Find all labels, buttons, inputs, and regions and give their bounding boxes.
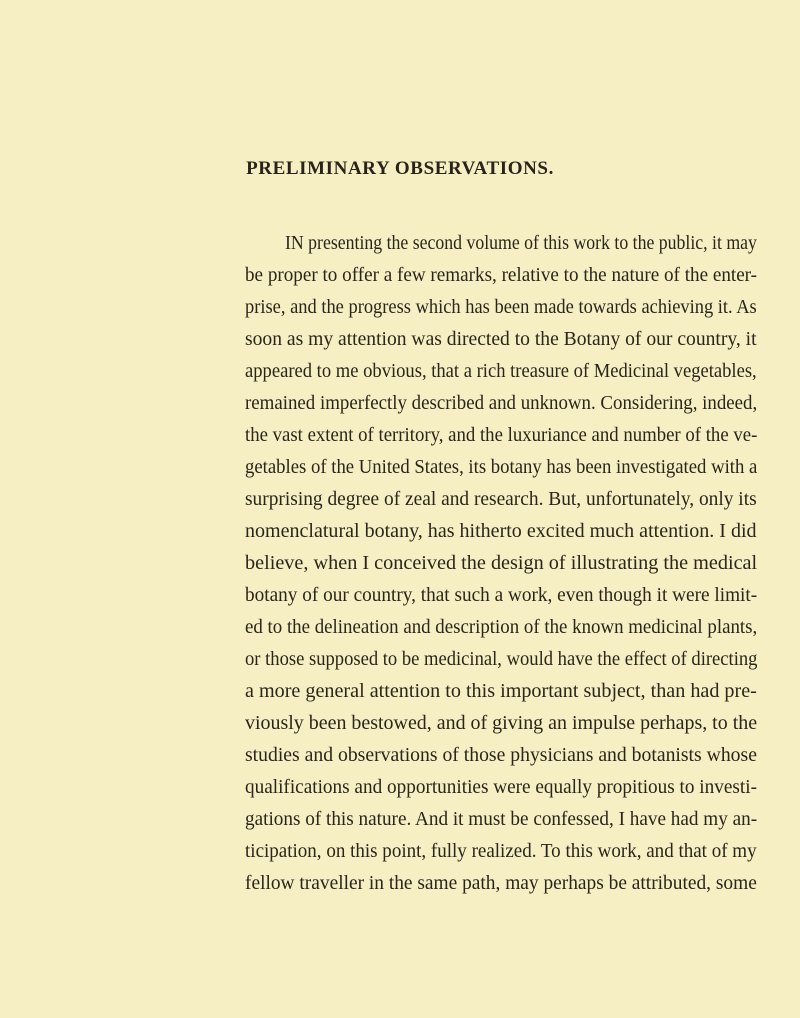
text-line: prise, and the progress which has been made towards achieving it. As <box>245 296 757 318</box>
text-line: soon as my attention was directed to the Botany of our country, it <box>245 328 757 350</box>
text-line: surprising degree of zeal and research. But, unfortunately, only its <box>245 488 757 510</box>
text-line: nomenclatural botany, has hitherto excited much attention. I did <box>245 520 757 542</box>
text-line: getables of the United States, its botany has been investigated with a <box>245 456 758 478</box>
text-line: a more general attention to this important subject, than had pre- <box>245 680 757 702</box>
page-heading: PRELIMINARY OBSERVATIONS. <box>246 158 554 179</box>
text-line: viously been bestowed, and of giving an impulse perhaps, to the <box>245 712 758 734</box>
text-line: IN presenting the second volume of this work to the public, it may <box>285 232 757 254</box>
text-line: ticipation, on this point, fully realized. To this work, and that of my <box>245 840 757 862</box>
text-line: studies and observations of those physicians and botanists whose <box>245 744 757 766</box>
text-line-last: fellow traveller in the same path, may perhaps be attributed, some <box>245 872 757 894</box>
text-line: be proper to offer a few remarks, relative to the nature of the enter- <box>245 264 758 286</box>
text-line: or those supposed to be medicinal, would have the effect of directing <box>245 648 758 670</box>
text-line: the vast extent of territory, and the luxuriance and number of the ve- <box>245 424 758 446</box>
text-line: appeared to me obvious, that a rich treasure of Medicinal vegetables, <box>245 360 757 382</box>
text-line: gations of this nature. And it must be confessed, I have had my an- <box>245 808 758 830</box>
text-line: remained imperfectly described and unknown. Considering, indeed, <box>245 392 758 414</box>
text-line: believe, when I conceived the design of illustrating the medical <box>245 552 758 574</box>
text-line: ed to the delineation and description of the known medicinal plants, <box>245 616 758 638</box>
text-line: qualifications and opportunities were equally propitious to investi- <box>245 776 757 798</box>
text-line: botany of our country, that such a work, even though it were limit- <box>245 584 758 606</box>
